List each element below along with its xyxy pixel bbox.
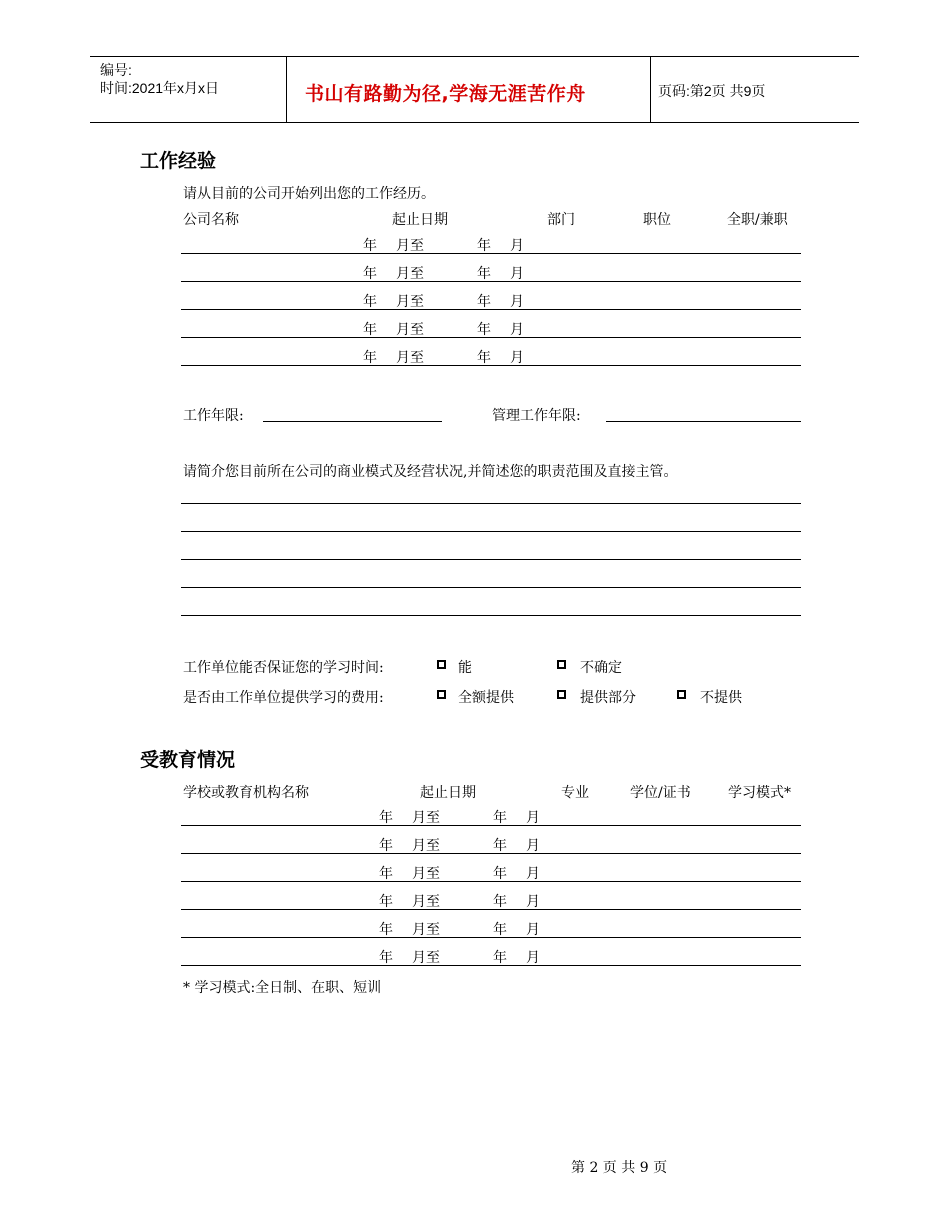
row-year-end: 年 — [493, 810, 507, 826]
col-type: 全职/兼职 — [727, 212, 788, 228]
row-underline — [181, 965, 801, 966]
row-month-end: 月 — [526, 894, 540, 910]
business-prompt: 请简介您目前所在公司的商业模式及经营状况,并简述您的职责范围及直接主管。 — [183, 464, 678, 480]
row-month-end: 月 — [526, 950, 540, 966]
business-line-2[interactable] — [181, 531, 801, 532]
row-underline — [181, 881, 801, 882]
col-position: 职位 — [643, 212, 671, 228]
row-month-end: 月 — [526, 810, 540, 826]
row-underline — [181, 909, 801, 910]
row-month-to: 月至 — [396, 266, 424, 282]
row-month-to: 月至 — [412, 838, 440, 854]
business-line-3[interactable] — [181, 559, 801, 560]
row-year-start: 年 — [363, 266, 377, 282]
fee-none-label: 不提供 — [700, 690, 742, 706]
row-month-to: 月至 — [396, 294, 424, 310]
business-line-1[interactable] — [181, 503, 801, 504]
row-year-end: 年 — [477, 238, 491, 254]
row-month-end: 月 — [510, 294, 524, 310]
row-month-to: 月至 — [412, 922, 440, 938]
row-year-start: 年 — [379, 810, 393, 826]
row-year-end: 年 — [493, 894, 507, 910]
business-line-4[interactable] — [181, 587, 801, 588]
row-year-end: 年 — [493, 950, 507, 966]
row-year-start: 年 — [363, 350, 377, 366]
row-year-end: 年 — [477, 322, 491, 338]
col-major: 专业 — [561, 785, 589, 801]
row-year-end: 年 — [493, 838, 507, 854]
fee-partial-checkbox[interactable] — [557, 690, 566, 699]
header-divider-right — [650, 56, 651, 122]
fee-partial-label: 提供部分 — [580, 690, 636, 706]
header-top-rule — [90, 56, 859, 57]
col-school: 学校或教育机构名称 — [183, 785, 309, 801]
motto: 书山有路勤为径,学海无涯苦作舟 — [305, 83, 586, 105]
row-month-end: 月 — [510, 350, 524, 366]
work-years-field[interactable] — [263, 421, 442, 422]
fee-label: 是否由工作单位提供学习的费用: — [183, 690, 384, 706]
row-month-end: 月 — [526, 922, 540, 938]
education-footnote: * 学习模式:全日制、在职、短训 — [183, 980, 382, 996]
mgmt-years-field[interactable] — [606, 421, 801, 422]
business-line-5[interactable] — [181, 615, 801, 616]
col-edu-dates: 起止日期 — [420, 785, 476, 801]
col-dates: 起止日期 — [392, 212, 448, 228]
guarantee-unsure-label: 不确定 — [580, 660, 622, 676]
row-underline — [181, 825, 801, 826]
col-dept: 部门 — [547, 212, 575, 228]
row-month-to: 月至 — [412, 866, 440, 882]
footer-page-number: 第 2 页 共 9 页 — [571, 1160, 668, 1176]
fee-full-label: 全额提供 — [458, 690, 514, 706]
header-divider-left — [286, 56, 287, 122]
row-year-start: 年 — [379, 950, 393, 966]
row-month-to: 月至 — [412, 950, 440, 966]
row-underline — [181, 309, 801, 310]
row-month-to: 月至 — [396, 350, 424, 366]
row-underline — [181, 281, 801, 282]
serial-label: 编号: — [100, 62, 132, 78]
work-years-label: 工作年限: — [183, 408, 244, 424]
row-year-start: 年 — [379, 866, 393, 882]
row-year-end: 年 — [493, 922, 507, 938]
fee-full-checkbox[interactable] — [437, 690, 446, 699]
guarantee-yes-label: 能 — [458, 660, 472, 676]
row-year-start: 年 — [379, 894, 393, 910]
row-year-end: 年 — [477, 266, 491, 282]
col-degree: 学位/证书 — [630, 785, 691, 801]
work-intro: 请从目前的公司开始列出您的工作经历。 — [183, 186, 435, 202]
row-year-end: 年 — [493, 866, 507, 882]
row-month-end: 月 — [510, 238, 524, 254]
guarantee-unsure-checkbox[interactable] — [557, 660, 566, 669]
row-month-end: 月 — [526, 838, 540, 854]
col-company: 公司名称 — [183, 212, 239, 228]
education-section-title: 受教育情况 — [140, 749, 236, 771]
header-bottom-rule — [90, 122, 859, 123]
row-year-start: 年 — [379, 922, 393, 938]
work-section-title: 工作经验 — [140, 150, 217, 172]
row-year-start: 年 — [379, 838, 393, 854]
fee-none-checkbox[interactable] — [677, 690, 686, 699]
row-underline — [181, 253, 801, 254]
guarantee-label: 工作单位能否保证您的学习时间: — [183, 660, 384, 676]
row-underline — [181, 853, 801, 854]
row-month-to: 月至 — [412, 810, 440, 826]
col-mode: 学习模式* — [728, 785, 791, 801]
time-label: 时间:2021年x月x日 — [100, 80, 220, 96]
row-month-end: 月 — [510, 266, 524, 282]
row-month-end: 月 — [510, 322, 524, 338]
row-month-to: 月至 — [412, 894, 440, 910]
row-year-start: 年 — [363, 238, 377, 254]
row-year-end: 年 — [477, 294, 491, 310]
mgmt-years-label: 管理工作年限: — [492, 408, 581, 424]
row-underline — [181, 365, 801, 366]
row-year-start: 年 — [363, 322, 377, 338]
row-month-to: 月至 — [396, 322, 424, 338]
page-label: 页码:第2页 共9页 — [658, 83, 766, 99]
row-month-to: 月至 — [396, 238, 424, 254]
row-underline — [181, 337, 801, 338]
guarantee-yes-checkbox[interactable] — [437, 660, 446, 669]
row-month-end: 月 — [526, 866, 540, 882]
row-year-end: 年 — [477, 350, 491, 366]
row-underline — [181, 937, 801, 938]
row-year-start: 年 — [363, 294, 377, 310]
